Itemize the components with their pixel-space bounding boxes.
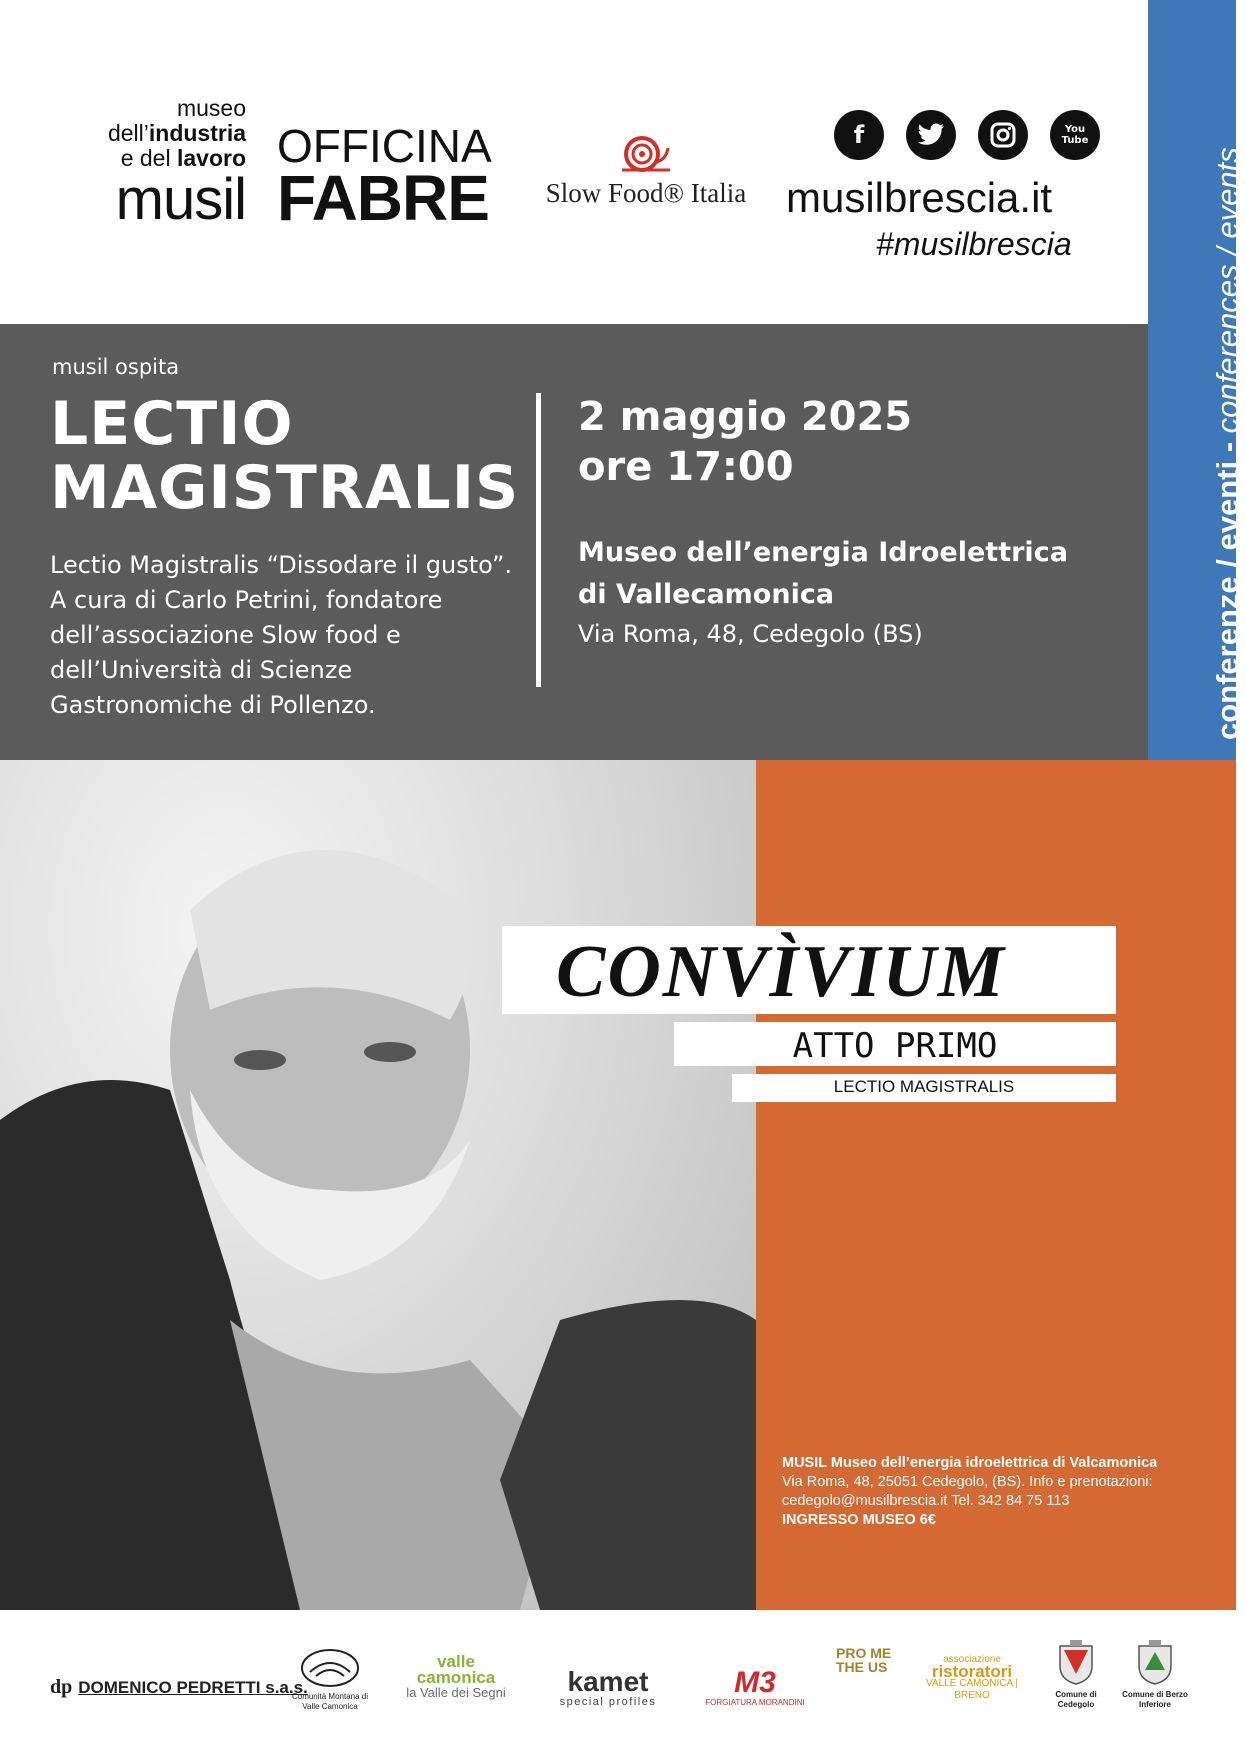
- sponsor-comune-cedegolo[interactable]: Comune di Cedegolo: [1046, 1640, 1106, 1710]
- twitter-bird-icon: [917, 123, 945, 147]
- officina-fabre-logo[interactable]: [277, 120, 492, 234]
- comunita-emblem-icon: [300, 1648, 360, 1688]
- event-address: Via Roma, 48, Cedegolo (BS): [578, 620, 923, 648]
- sponsor-kamet[interactable]: kamet special profiles: [559, 1666, 657, 1708]
- category-band-text: conferenze / eventi - conferences / events: [1210, 147, 1245, 740]
- slow-food-label: Slow Food® Italia: [545, 178, 747, 208]
- event-datetime: [578, 392, 912, 492]
- sponsor-pedretti[interactable]: dp DOMENICO PEDRETTI s.a.s.: [50, 1676, 308, 1698]
- snail-icon: [618, 132, 674, 176]
- sponsor-valle-camonica[interactable]: valle camonica la Valle dei Segni: [406, 1652, 506, 1700]
- officina-label: OFFICINA: [277, 120, 492, 172]
- sponsor-comunita-montana[interactable]: Comunità Montana di Valle Camonica: [290, 1648, 370, 1712]
- musil-wordmark: musil: [115, 167, 246, 232]
- event-time: ore 17:00: [578, 444, 794, 490]
- sponsor-forgiatura-morandini[interactable]: M3 FORGIATURA MORANDINI: [705, 1666, 805, 1707]
- speaker-photo: [0, 760, 756, 1610]
- website-link[interactable]: musilbrescia.it: [786, 174, 1053, 221]
- social-links: [834, 110, 1100, 160]
- fabre-label: FABRE: [277, 162, 489, 234]
- musil-logo-line3: e del lavoro: [120, 145, 246, 171]
- atto-subtitle: ATTO PRIMO: [792, 1026, 998, 1066]
- vertical-divider: [536, 393, 541, 687]
- convivium-title: CONVÌVIUM: [556, 931, 1006, 1013]
- berzo-crest-icon: [1135, 1640, 1175, 1686]
- venue-info: MUSIL Museo dell’energia idroelettrica di Valcamonica Via Roma, 48, 25051 Cedegolo, (BS). Info e prenotazioni: cedegolo@musilbrescia.it Tel. 342 84 75 113 INGRESSO MUSEO 6€: [782, 1454, 1222, 1530]
- sponsor-ristoratori[interactable]: associazione ristoratori VALLE CAMONICA | BRENO: [926, 1654, 1018, 1701]
- event-title: LECTIO MAGISTRALIS: [50, 389, 520, 523]
- cedegolo-crest-icon: [1056, 1640, 1096, 1686]
- lectio-tag: LECTIO MAGISTRALIS: [833, 1077, 1015, 1096]
- event-description: Lectio Magistralis “Dissodare il gusto”. A cura di Carlo Petrini, fondatore dell’associazione Slow food e dell’Università di Scienze Gastronomiche di Pollenzo.: [50, 551, 512, 719]
- youtube-icon[interactable]: You Tube: [1050, 110, 1100, 160]
- instagram-icon[interactable]: [978, 110, 1028, 160]
- musil-logo-line1: museo: [176, 95, 246, 121]
- instagram-camera-icon: [989, 121, 1017, 149]
- contact-line[interactable]: cedegolo@musilbrescia.it Tel. 342 84 75 113: [782, 1493, 1070, 1509]
- event-date: 2 maggio 2025: [578, 394, 913, 440]
- musil-logo-line2: dell’industria: [107, 120, 246, 146]
- sponsor-comune-berzo[interactable]: Comune di Berzo Inferiore: [1122, 1640, 1188, 1710]
- twitter-icon[interactable]: [906, 110, 956, 160]
- sponsor-prometheus[interactable]: PRO ME THE US: [836, 1645, 892, 1675]
- host-label: musil ospita: [52, 355, 180, 379]
- event-venue: Museo dell’energia Idroelettrica di Vallecamonica: [578, 537, 1068, 610]
- slow-food-logo[interactable]: [536, 132, 756, 209]
- facebook-icon[interactable]: f: [834, 110, 884, 160]
- hashtag: #musilbrescia: [876, 226, 1072, 262]
- speaker-portrait-illustration: [0, 760, 756, 1610]
- musil-logo[interactable]: [56, 95, 246, 232]
